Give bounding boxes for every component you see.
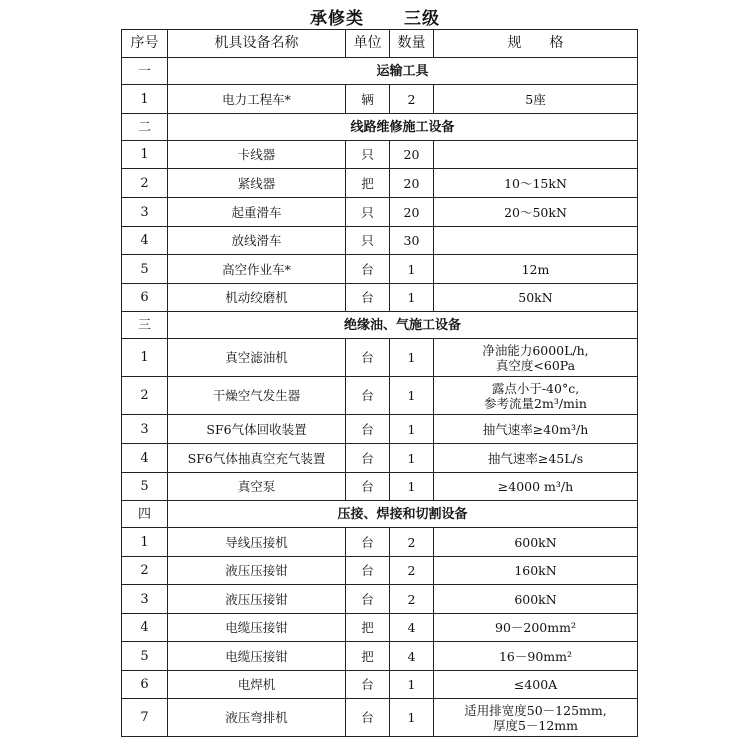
header-name: 机具设备名称 — [168, 30, 346, 58]
item-number: 7 — [122, 699, 168, 737]
equipment-name: 电缆压接钳 — [168, 642, 346, 671]
spec-line: ≤400A — [513, 677, 558, 692]
spec-line: 厚度5－12mm — [492, 717, 579, 733]
spec-line: 5座 — [525, 91, 546, 107]
equipment-name: 液压压接钳 — [168, 585, 346, 614]
spec-line: 抽气速率≥40m³/h — [482, 421, 589, 437]
spec-line: 净油能力6000L/h, — [482, 342, 589, 358]
item-number: 3 — [122, 585, 168, 614]
table-row — [122, 339, 638, 377]
spec-cell — [434, 528, 638, 557]
item-number: 5 — [122, 473, 168, 501]
unit-cell: 辆 — [346, 85, 390, 114]
unit-cell: 台 — [346, 339, 390, 377]
quantity-cell: 2 — [390, 528, 434, 557]
unit-cell: 把 — [346, 169, 390, 198]
quantity-cell: 20 — [390, 198, 434, 227]
spec-cell — [434, 699, 638, 737]
table-row — [122, 557, 638, 585]
unit-cell: 台 — [346, 284, 390, 312]
equipment-name: 紧线器 — [168, 169, 346, 198]
table-row — [122, 284, 638, 312]
equipment-name: 高空作业车* — [168, 255, 346, 284]
section-number: 三 — [122, 312, 168, 339]
spec-cell — [434, 227, 638, 255]
spec-cell — [434, 585, 638, 614]
item-number: 1 — [122, 85, 168, 114]
equipment-name: 真空滤油机 — [168, 339, 346, 377]
quantity-cell: 2 — [390, 585, 434, 614]
quantity-cell: 20 — [390, 169, 434, 198]
spec-cell — [434, 557, 638, 585]
unit-cell: 台 — [346, 585, 390, 614]
quantity-cell: 1 — [390, 339, 434, 377]
item-number: 6 — [122, 284, 168, 312]
table-row — [122, 528, 638, 557]
table-row — [122, 473, 638, 501]
section-label: 压接、焊接和切割设备 — [168, 501, 638, 528]
header-qty: 数量 — [390, 30, 434, 58]
item-number: 2 — [122, 557, 168, 585]
unit-cell: 只 — [346, 141, 390, 169]
quantity-cell: 1 — [390, 699, 434, 737]
item-number: 2 — [122, 169, 168, 198]
spec-line: 600kN — [514, 591, 557, 607]
equipment-name: SF6气体抽真空充气装置 — [168, 444, 346, 473]
equipment-name: 起重滑车 — [168, 198, 346, 227]
table-row — [122, 198, 638, 227]
item-number: 3 — [122, 198, 168, 227]
header-unit: 单位 — [346, 30, 390, 58]
spec-line: 抽气速率≥45L/s — [487, 450, 584, 466]
spec-cell — [434, 671, 638, 699]
table-row — [122, 169, 638, 198]
equipment-name: 液压弯排机 — [168, 699, 346, 737]
equipment-name: 卡线器 — [168, 141, 346, 169]
spec-line: 适用排宽度50－125mm, — [464, 702, 607, 718]
equipment-name: 电焊机 — [168, 671, 346, 699]
quantity-cell: 2 — [390, 557, 434, 585]
item-number: 1 — [122, 528, 168, 557]
equipment-name: 电力工程车* — [168, 85, 346, 114]
table-row — [122, 444, 638, 473]
spec-line: 160kN — [514, 563, 557, 578]
table-row — [122, 642, 638, 671]
table-header-row — [122, 30, 638, 58]
unit-cell: 只 — [346, 227, 390, 255]
quantity-cell: 4 — [390, 614, 434, 642]
equipment-name: 放线滑车 — [168, 227, 346, 255]
equipment-name: 机动绞磨机 — [168, 284, 346, 312]
quantity-cell: 1 — [390, 415, 434, 444]
section-number: 二 — [122, 114, 168, 141]
spec-line: 20～50kN — [504, 204, 567, 220]
quantity-cell: 1 — [390, 255, 434, 284]
unit-cell: 台 — [346, 444, 390, 473]
spec-cell — [434, 255, 638, 284]
section-label: 运输工具 — [168, 58, 638, 85]
quantity-cell: 2 — [390, 85, 434, 114]
section-number: 四 — [122, 501, 168, 528]
spec-cell — [434, 339, 638, 377]
item-number: 4 — [122, 444, 168, 473]
table-row — [122, 227, 638, 255]
table-row — [122, 141, 638, 169]
header-spec: 规 格 — [434, 30, 638, 58]
spec-line: 12m — [521, 261, 550, 277]
quantity-cell: 1 — [390, 377, 434, 415]
spec-cell — [434, 377, 638, 415]
item-number: 4 — [122, 614, 168, 642]
table-row — [122, 614, 638, 642]
spec-cell — [434, 444, 638, 473]
unit-cell: 台 — [346, 699, 390, 737]
section-row — [122, 114, 638, 141]
spec-line: ≥4000 m³/h — [497, 479, 574, 494]
unit-cell: 台 — [346, 671, 390, 699]
unit-cell: 台 — [346, 415, 390, 444]
unit-cell: 台 — [346, 557, 390, 585]
spec-cell — [434, 85, 638, 114]
table-row — [122, 377, 638, 415]
spec-line: 50kN — [518, 290, 553, 305]
spec-cell — [434, 473, 638, 501]
unit-cell: 台 — [346, 377, 390, 415]
quantity-cell: 1 — [390, 473, 434, 501]
unit-cell: 台 — [346, 473, 390, 501]
spec-cell — [434, 284, 638, 312]
table-row — [122, 255, 638, 284]
item-number: 2 — [122, 377, 168, 415]
table-row — [122, 699, 638, 737]
table-row — [122, 85, 638, 114]
quantity-cell: 1 — [390, 671, 434, 699]
spec-cell — [434, 614, 638, 642]
equipment-name: SF6气体回收装置 — [168, 415, 346, 444]
title-category: 承修类 — [310, 9, 364, 29]
item-number: 5 — [122, 642, 168, 671]
quantity-cell: 1 — [390, 284, 434, 312]
section-number: 一 — [122, 58, 168, 85]
item-number: 6 — [122, 671, 168, 699]
equipment-name: 液压压接钳 — [168, 557, 346, 585]
spec-line: 10～15kN — [504, 175, 567, 191]
item-number: 5 — [122, 255, 168, 284]
spec-cell — [434, 642, 638, 671]
quantity-cell: 4 — [390, 642, 434, 671]
table-row — [122, 585, 638, 614]
item-number: 1 — [122, 141, 168, 169]
section-label: 线路维修施工设备 — [168, 114, 638, 141]
section-row — [122, 312, 638, 339]
unit-cell: 只 — [346, 198, 390, 227]
quantity-cell: 30 — [390, 227, 434, 255]
spec-cell — [434, 169, 638, 198]
spec-line: 真空度<60Pa — [495, 357, 576, 373]
spec-line: 600kN — [514, 534, 557, 550]
spec-cell — [434, 198, 638, 227]
spec-line: 16－90mm² — [498, 648, 573, 664]
equipment-name: 真空泵 — [168, 473, 346, 501]
equipment-table — [121, 29, 638, 737]
spec-line: 参考流量2m³/min — [484, 395, 587, 411]
table-row — [122, 415, 638, 444]
unit-cell: 把 — [346, 642, 390, 671]
equipment-name: 导线压接机 — [168, 528, 346, 557]
spec-cell — [434, 141, 638, 169]
item-number: 1 — [122, 339, 168, 377]
spec-line: 露点小于-40°c, — [491, 380, 580, 396]
page-title — [0, 4, 750, 29]
equipment-name: 干燥空气发生器 — [168, 377, 346, 415]
section-row — [122, 58, 638, 85]
header-no: 序号 — [122, 30, 168, 58]
item-number: 4 — [122, 227, 168, 255]
item-number: 3 — [122, 415, 168, 444]
spec-line: 90－200mm² — [495, 620, 576, 635]
table-row — [122, 671, 638, 699]
title-level: 三级 — [404, 9, 440, 29]
quantity-cell: 20 — [390, 141, 434, 169]
unit-cell: 台 — [346, 255, 390, 284]
unit-cell: 把 — [346, 614, 390, 642]
quantity-cell: 1 — [390, 444, 434, 473]
equipment-name: 电缆压接钳 — [168, 614, 346, 642]
spec-cell — [434, 415, 638, 444]
section-row — [122, 501, 638, 528]
section-label: 绝缘油、气施工设备 — [168, 312, 638, 339]
unit-cell: 台 — [346, 528, 390, 557]
